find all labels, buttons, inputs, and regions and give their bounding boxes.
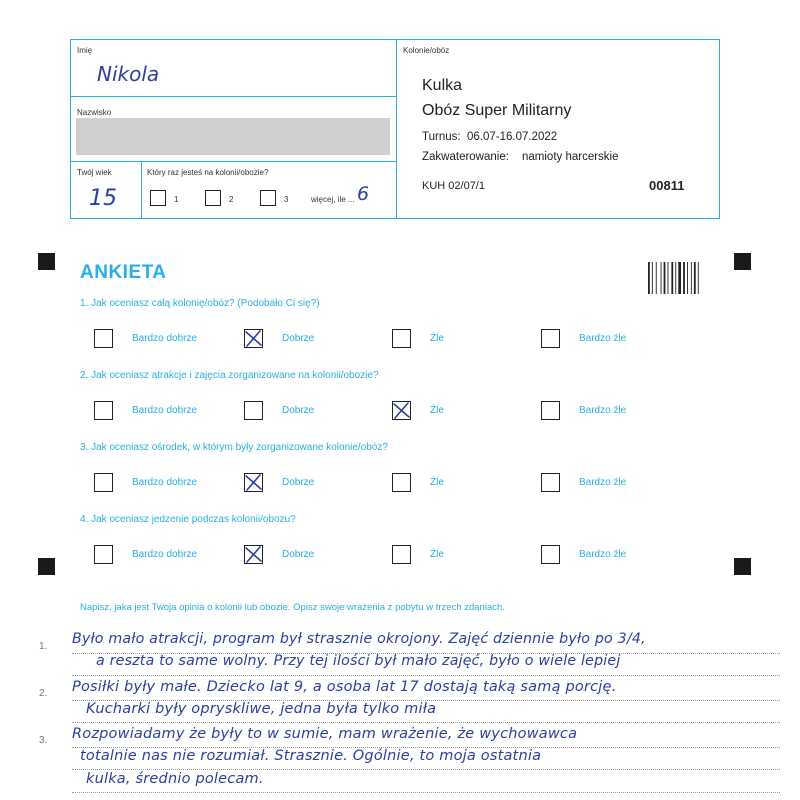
rating-checkbox[interactable] <box>541 329 560 348</box>
barcode <box>648 262 702 294</box>
age-label: Twój wiek <box>77 168 112 177</box>
barcode-bar <box>656 262 657 294</box>
handwritten-line-6: totalnie nas nie rozumiał. Strasznie. Ogólnie, to moja ostatnia <box>80 748 542 764</box>
writing-line <box>72 792 780 793</box>
writing-line <box>72 675 780 676</box>
header-box <box>70 39 720 219</box>
barcode-bar <box>675 262 676 294</box>
times-option-2: 2 <box>229 195 234 204</box>
question-3-option[interactable] <box>392 473 522 493</box>
rating-checkbox[interactable] <box>244 473 263 492</box>
question-2-text: 2. Jak oceniasz atrakcje i zajęcia zorganizowane na kolonii/obozie? <box>80 370 379 381</box>
rating-checkbox[interactable] <box>244 401 263 420</box>
writing-line <box>72 722 780 723</box>
handwritten-line-5: Rozpowiadamy że były to w sumie, mam wrażenie, że wychowawca <box>72 726 578 742</box>
question-2-option[interactable] <box>541 401 671 421</box>
rating-checkbox[interactable] <box>541 401 560 420</box>
times-label: Który raz jesteś na kolonii/obozie? <box>147 168 269 177</box>
handwritten-line-3: Posiłki były małe. Dziecko lat 9, a osoba lat 17 dostają taką samą porcję. <box>72 679 617 695</box>
sentence-number-1: 1. <box>39 641 48 652</box>
age-value: 15 <box>89 186 117 211</box>
times-checkbox-1[interactable] <box>150 190 166 206</box>
handwritten-line-4: Kucharki były opryskliwe, jedna była tylko miła <box>86 701 437 717</box>
rating-checkbox[interactable] <box>392 545 411 564</box>
option-label: Dobrze <box>282 333 315 344</box>
option-label: Bardzo dobrze <box>132 549 198 560</box>
registration-marker <box>734 253 751 270</box>
rating-checkbox[interactable] <box>94 473 113 492</box>
option-label: Źle <box>430 405 444 416</box>
question-3-text: 3. Jak oceniasz ośrodek, w którym były zorganizowane kolonie/obóz? <box>80 442 388 453</box>
camp-type: Obóz Super Militarny <box>422 102 572 119</box>
option-label: Źle <box>430 477 444 488</box>
turnus-value: 06.07-16.07.2022 <box>467 131 558 143</box>
question-1-option[interactable] <box>541 329 671 349</box>
option-label: Dobrze <box>282 549 315 560</box>
option-label: Dobrze <box>282 405 315 416</box>
sentence-number-2: 2. <box>39 688 48 699</box>
option-label: Bardzo dobrze <box>132 477 198 488</box>
cross-mark-icon <box>242 327 265 350</box>
cross-mark-icon <box>390 399 413 422</box>
registration-marker <box>734 558 751 575</box>
name-label: Imię <box>77 46 93 55</box>
rating-checkbox[interactable] <box>94 545 113 564</box>
camp-label: Kolonie/obóz <box>403 46 450 55</box>
barcode-bar <box>648 262 650 294</box>
question-3-option[interactable] <box>244 473 374 493</box>
question-1-option[interactable] <box>392 329 522 349</box>
barcode-bar <box>652 262 653 294</box>
option-label: Źle <box>430 549 444 560</box>
camp-code: KUH 02/07/1 <box>422 180 485 192</box>
surname-label: Nazwisko <box>77 108 112 117</box>
question-2-option[interactable] <box>94 401 224 421</box>
turnus-label: Turnus: <box>422 131 461 143</box>
question-4-option[interactable] <box>541 545 671 565</box>
option-label: Dobrze <box>282 477 315 488</box>
more-label: więcej, ile ... <box>311 195 355 204</box>
cross-mark-icon <box>242 471 265 494</box>
registration-marker <box>38 558 55 575</box>
survey-title: ANKIETA <box>80 262 167 283</box>
times-option-1: 1 <box>174 195 179 204</box>
question-4-option[interactable] <box>392 545 522 565</box>
option-label: Bardzo dobrze <box>132 405 198 416</box>
times-option-3: 3 <box>284 195 289 204</box>
option-label: Źle <box>430 333 444 344</box>
rating-checkbox[interactable] <box>244 329 263 348</box>
question-1-option[interactable] <box>244 329 374 349</box>
barcode-bar <box>671 262 673 294</box>
rating-checkbox[interactable] <box>541 473 560 492</box>
barcode-bar <box>687 262 688 294</box>
question-3-option[interactable] <box>94 473 224 493</box>
surname-redaction <box>76 118 390 155</box>
rating-checkbox[interactable] <box>94 401 113 420</box>
question-3-option[interactable] <box>541 473 671 493</box>
age-divider <box>141 161 142 218</box>
rating-checkbox[interactable] <box>541 545 560 564</box>
header-divider <box>396 40 397 218</box>
registration-marker <box>38 253 55 270</box>
option-label: Bardzo źle <box>579 549 627 560</box>
accommodation-value: namioty harcerskie <box>522 151 619 163</box>
rating-checkbox[interactable] <box>392 329 411 348</box>
question-1-text: 1. Jak oceniasz całą kolonię/obóz? (Podobało Ci się?) <box>80 298 320 309</box>
opinion-instruction: Napisz, jaka jest Twoja opinia o kolonii lub obozie. Opisz swoje wrażenia z pobytu w trzech zdaniach. <box>80 602 505 613</box>
rating-checkbox[interactable] <box>94 329 113 348</box>
question-2-option[interactable] <box>244 401 374 421</box>
handwritten-line-1: Było mało atrakcji, program był strasznie okrojony. Zajęć dziennie było po 3/4, <box>72 631 646 647</box>
header-rule <box>71 96 396 97</box>
handwritten-line-2: a reszta to same wolny. Przy tej ilości był mało zajęć, było o wiele lepiej <box>96 653 621 669</box>
camp-name: Kulka <box>422 77 463 94</box>
option-label: Bardzo źle <box>579 477 627 488</box>
barcode-bar <box>661 262 662 294</box>
question-1-option[interactable] <box>94 329 224 349</box>
times-checkbox-3[interactable] <box>260 190 276 206</box>
question-2-option[interactable] <box>392 401 522 421</box>
barcode-bar <box>694 262 696 294</box>
handwritten-line-7: kulka, średnio polecam. <box>86 771 264 787</box>
writing-line <box>72 769 780 770</box>
more-value: 6 <box>357 183 370 205</box>
times-checkbox-2[interactable] <box>205 190 221 206</box>
barcode-bar <box>668 262 669 294</box>
option-label: Bardzo źle <box>579 405 627 416</box>
barcode-bar <box>691 262 692 294</box>
sentence-number-3: 3. <box>39 735 48 746</box>
accommodation-label: Zakwaterowanie: <box>422 151 509 163</box>
option-label: Bardzo źle <box>579 333 627 344</box>
rating-checkbox[interactable] <box>392 473 411 492</box>
header-rule <box>71 161 396 162</box>
barcode-bar <box>698 262 699 294</box>
form-number: 00811 <box>649 178 685 193</box>
cross-mark-icon <box>242 543 265 566</box>
rating-checkbox[interactable] <box>392 401 411 420</box>
question-4-option[interactable] <box>94 545 224 565</box>
barcode-bar <box>678 262 681 294</box>
rating-checkbox[interactable] <box>244 545 263 564</box>
option-label: Bardzo dobrze <box>132 333 198 344</box>
question-4-option[interactable] <box>244 545 374 565</box>
name-value: Nikola <box>97 62 160 86</box>
barcode-bar <box>664 262 666 294</box>
barcode-bar <box>683 262 685 294</box>
question-4-text: 4. Jak oceniasz jedzenie podczas kolonii/obozu? <box>80 514 296 525</box>
